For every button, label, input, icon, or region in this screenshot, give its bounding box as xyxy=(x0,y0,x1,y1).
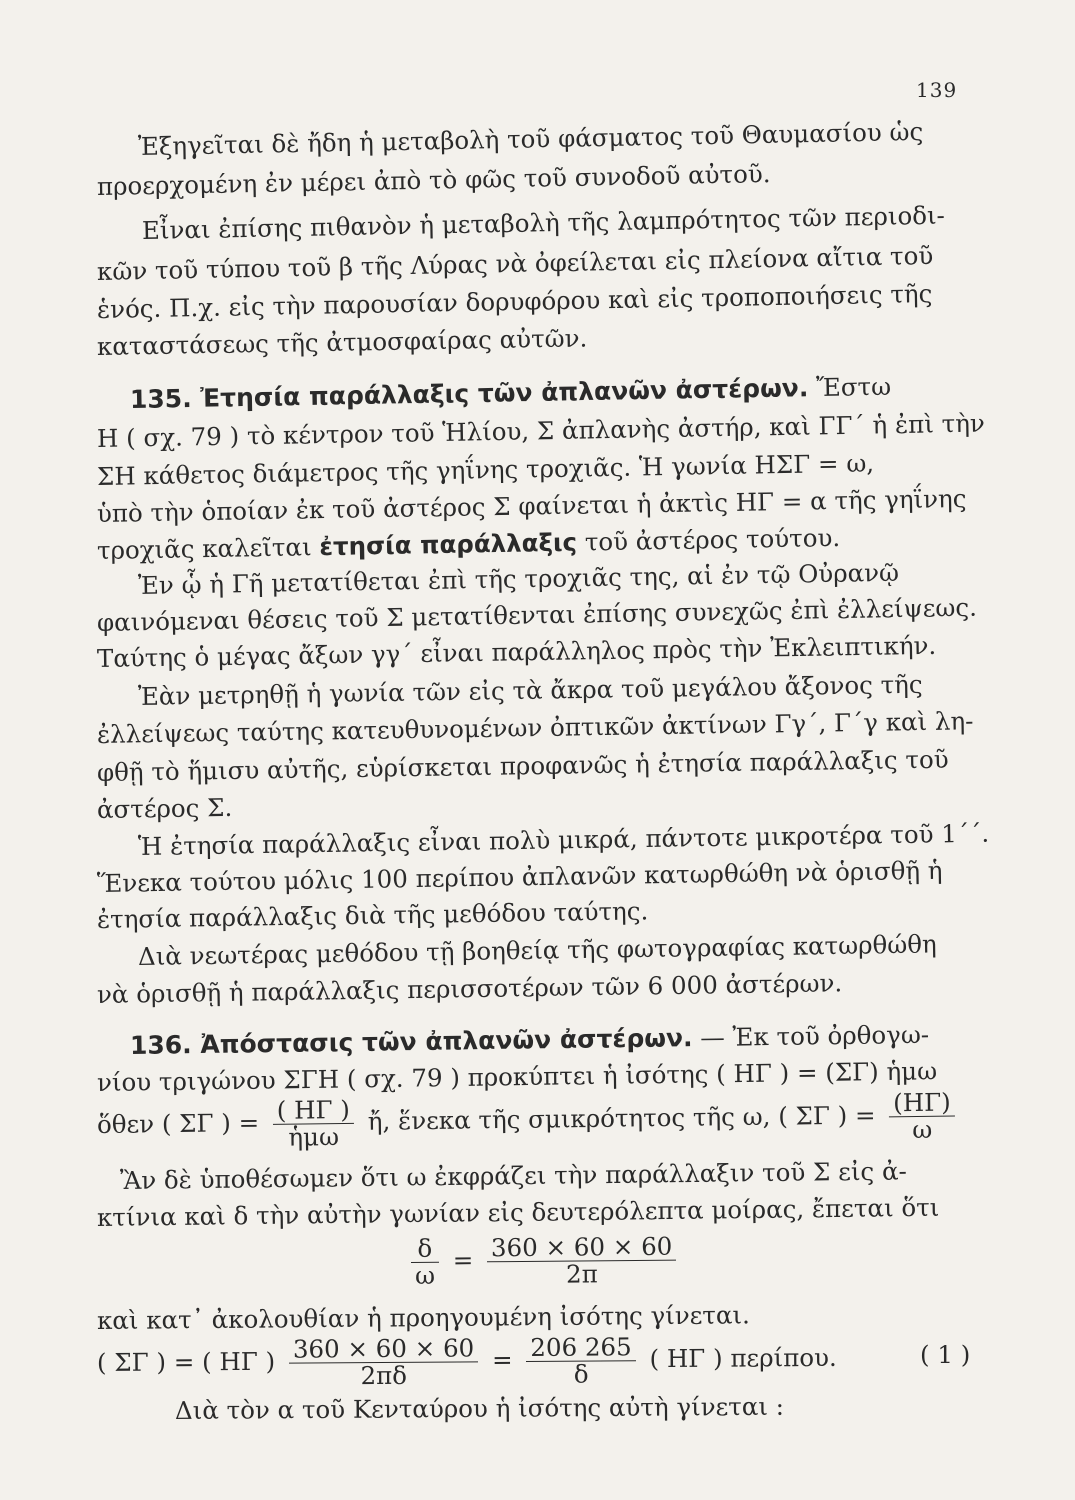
text-line: ἀστέρος Σ. xyxy=(96,792,233,824)
text-line: Εἶναι ἐπίσης πιθανὸν ἡ μεταβολὴ τῆς λαμπρότητος τῶν περιοδι- xyxy=(141,200,946,245)
fraction xyxy=(273,1094,355,1152)
text-span: ὅθεν ( ΣΓ ) = xyxy=(96,1108,260,1139)
fraction-denominator: 2π xyxy=(565,1259,598,1289)
text-line: Ἐν ᾧ ἡ Γῆ μετατίθεται ἐπὶ τῆς τροχιᾶς της, αἱ ἐν τῷ Οὐρανῷ xyxy=(137,557,900,600)
text-span: ( ΗΓ ) περίπου. xyxy=(649,1342,837,1374)
heading-tail: Ἔστω xyxy=(815,371,892,403)
section-136-heading: 136. Ἀπόστασις τῶν ἀπλανῶν ἀστέρων. xyxy=(129,1023,693,1060)
fraction xyxy=(889,1087,955,1145)
fraction xyxy=(289,1335,479,1389)
equation-label: ( 1 ) xyxy=(920,1340,971,1369)
fraction xyxy=(487,1231,677,1289)
equals-sign: = xyxy=(491,1345,513,1375)
text-line: ἑνός. Π.χ. εἰς τὴν παρουσίαν δορυφόρου καὶ εἰς τροποποιήσεις τῆς xyxy=(96,278,933,324)
section-136-heading-line xyxy=(130,1020,930,1061)
text-line: ὑπὸ τὴν ὁποίαν ἐκ τοῦ ἀστέρος Σ φαίνεται ἡ ἀκτὶς ΗΓ = α τῆς γηΐνης xyxy=(96,483,967,528)
text-line: Ἕνεκα τούτου μόλις 100 περίπου ἀπλανῶν κατωρθώθη νὰ ὁρισθῇ ἡ xyxy=(96,855,943,898)
section-135-heading: 135. Ἐτησία παράλλαξις τῶν ἀπλανῶν ἀστέρων. xyxy=(129,373,809,414)
text-line: Ἐὰν μετρηθῇ ἡ γωνία τῶν εἰς τὰ ἄκρα τοῦ μεγάλου ἄξονος τῆς xyxy=(137,669,923,711)
text-line: Ἂν δὲ ὑποθέσωμεν ὅτι ω ἐκφράζει τὴν παράλλαξιν τοῦ Σ εἰς ἀ- xyxy=(119,1156,907,1195)
text-line: Ταύτης ὁ μέγας ἄξων γγ΄ εἶναι παράλληλος πρὸς τὴν Ἐκλειπτικήν. xyxy=(96,630,937,673)
text-line: φθῇ τὸ ἥμισυ αὐτῆς, εὑρίσκεται προφανῶς ἡ ἐτησία παράλλαξις τοῦ xyxy=(96,744,949,787)
equation-line xyxy=(97,1333,837,1391)
text-line: φαινόμεναι θέσεις τοῦ Σ μετατίθενται ἐπίσης συνεχῶς ἐπὶ ἐλλείψεως. xyxy=(96,592,978,637)
section-135-heading-line xyxy=(130,372,892,415)
equation-line xyxy=(405,1231,683,1290)
fraction xyxy=(411,1233,439,1290)
text-line: Διὰ τὸν α τοῦ Κενταύρου ἡ ἰσότης αὐτὴ γίνεται : xyxy=(174,1391,785,1425)
equals-sign: = xyxy=(452,1245,474,1275)
fraction-numerator: δ xyxy=(411,1236,439,1263)
text-span: ἤ, ἕνεκα τῆς σμικρότητος τῆς ω, ( ΣΓ ) = xyxy=(367,1100,876,1136)
text-span: ( ΣΓ ) = ( ΗΓ ) xyxy=(96,1346,276,1377)
text-line: ἐλλείψεως ταύτης κατευθυνομένων ὀπτικῶν ἀκτίνων Γγ΄, Γ΄γ καὶ λη- xyxy=(96,706,974,749)
fraction-denominator: 2πδ xyxy=(360,1360,408,1391)
text-line: Ἐξηγεῖται δὲ ἤδη ἡ μεταβολὴ τοῦ φάσματος τοῦ Θαυμασίου ὡς xyxy=(137,116,924,161)
fraction-denominator: δ xyxy=(573,1359,589,1389)
fraction-numerator: (ΗΓ) xyxy=(889,1090,955,1118)
heading-tail: — Ἐκ τοῦ ὀρθογω- xyxy=(700,1019,930,1053)
text-line: ἐτησία παράλλαξις διὰ τῆς μεθόδου ταύτης. xyxy=(96,896,649,934)
page-number: 139 xyxy=(916,78,958,102)
text-line: κτίνια καὶ δ τὴν αὐτὴν γωνίαν εἰς δευτερόλεπτα μοίρας, ἔπεται ὅτι xyxy=(96,1192,940,1232)
fraction-numerator: 360 × 60 × 60 xyxy=(289,1335,479,1363)
text-line: καταστάσεως τῆς ἀτμοσφαίρας αὐτῶν. xyxy=(96,323,588,361)
fraction-numerator: ( ΗΓ ) xyxy=(273,1097,354,1125)
text-span: τροχιᾶς καλεῖται xyxy=(96,532,312,565)
defined-term: ἐτησία παράλλαξις xyxy=(319,527,578,562)
text-line: Διὰ νεωτέρας μεθόδου τῇ βοηθείᾳ τῆς φωτογραφίας κατωρθώθη xyxy=(137,929,937,971)
equation-line xyxy=(97,1089,962,1153)
text-line: Ἡ ἐτησία παράλλαξις εἶναι πολὺ μικρά, πάντοτε μικροτέρα τοῦ 1΄΄. xyxy=(137,818,990,861)
fraction-denominator: ω xyxy=(912,1114,933,1145)
text-line: κῶν τοῦ τύπου τοῦ β τῆς Λύρας νὰ ὀφείλεται εἰς πλείονα αἴτια τοῦ xyxy=(96,240,934,286)
text-line: καὶ κατ᾽ ἀκολουθίαν ἡ προηγουμένη ἰσότης γίνεται. xyxy=(96,1300,750,1335)
text-span: τοῦ ἀστέρος τούτου. xyxy=(584,523,841,557)
fraction-denominator: ἡμω xyxy=(288,1122,340,1152)
text-line: νίου τριγώνου ΣΓΗ ( σχ. 79 ) προκύπτει ἡ ἰσότης ( ΗΓ ) = (ΣΓ) ἡμω xyxy=(96,1056,938,1097)
text-line xyxy=(97,523,841,566)
text-line: Η ( σχ. 79 ) τὸ κέντρον τοῦ Ἡλίου, Σ ἀπλανὴς ἀστήρ, καὶ ΓΓ΄ ἡ ἐπὶ τὴν xyxy=(96,408,986,453)
text-line: προερχομένη ἐν μέρει ἀπὸ τὸ φῶς τοῦ συνοδοῦ αὐτοῦ. xyxy=(96,159,771,201)
text-line: ΣΗ κάθετος διάμετρος τῆς γηΐνης τροχιᾶς. Ἡ γωνία ΗΣΓ = ω, xyxy=(96,448,875,491)
fraction-numerator: 360 × 60 × 60 xyxy=(487,1234,677,1263)
fraction xyxy=(526,1334,636,1388)
fraction-numerator: 206 265 xyxy=(526,1334,636,1362)
text-line: νὰ ὁρισθῇ ἡ παράλλαξις περισσοτέρων τῶν 6 000 ἀστέρων. xyxy=(96,968,843,1009)
fraction-denominator: ω xyxy=(414,1260,436,1290)
